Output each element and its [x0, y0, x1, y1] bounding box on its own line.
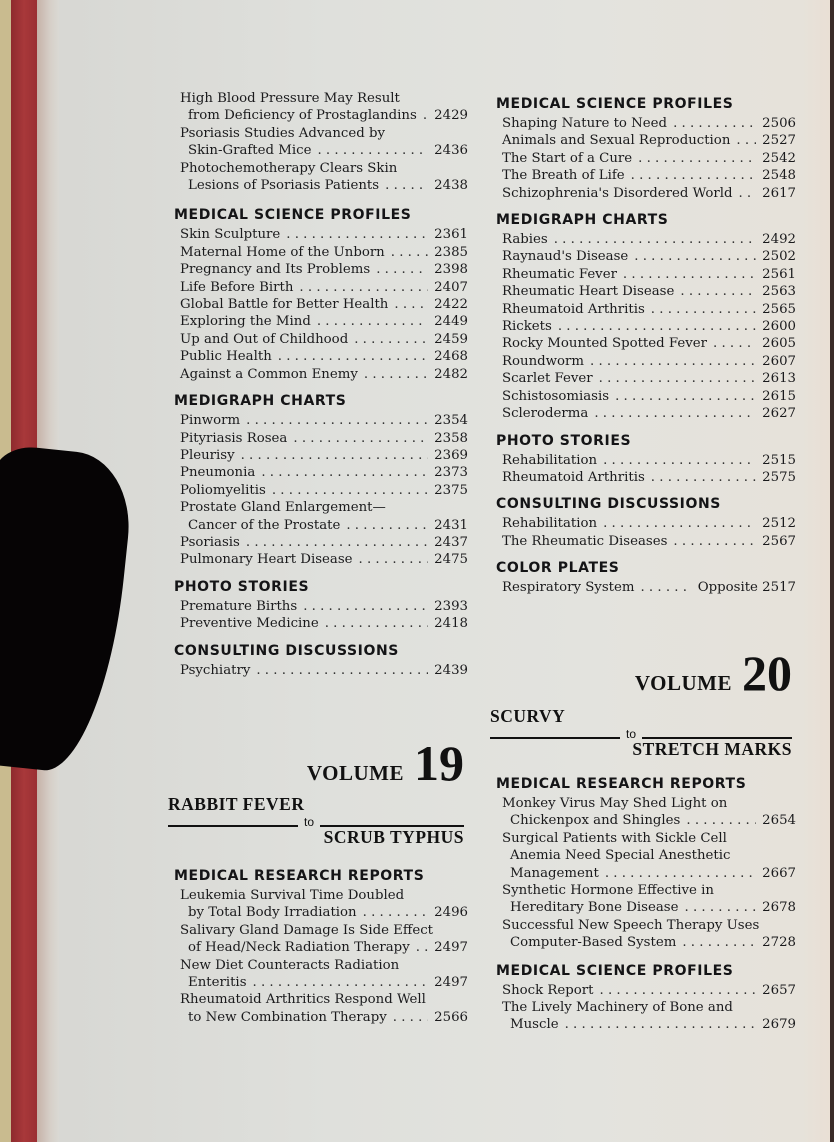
entry-title: Lesions of Psoriasis Patients — [188, 178, 380, 194]
index-entry — [502, 185, 796, 202]
section-entries — [168, 412, 468, 569]
dot-leader — [359, 551, 429, 568]
dot-leader — [605, 865, 756, 882]
index-entry — [502, 370, 796, 387]
dot-leader — [376, 261, 428, 278]
index-entry — [502, 515, 796, 532]
section-heading: MEDICAL SCIENCE PROFILES — [174, 207, 412, 224]
dot-leader — [363, 904, 429, 921]
entry-title: Pulmonary Heart Disease — [180, 552, 353, 568]
volume-number: 19 — [414, 735, 464, 791]
page-number: 2373 — [434, 465, 468, 481]
entry-title: Pleurisy — [180, 447, 235, 463]
index-entry — [180, 261, 468, 278]
entry-title: Monkey Virus May Shed Light on — [502, 796, 728, 811]
dot-leader — [394, 296, 428, 313]
dot-leader — [623, 266, 756, 283]
entry-title: Anemia Need Special Anesthetic — [510, 848, 731, 864]
entry-title: Psoriasis — [180, 534, 240, 550]
page-number: 2398 — [434, 262, 468, 278]
entry-title: Hereditary Bone Disease — [510, 900, 679, 916]
dot-leader — [293, 430, 428, 447]
entry-title: by Total Body Irradiation — [188, 905, 357, 921]
dot-leader — [423, 107, 428, 124]
page-number: 2468 — [434, 349, 468, 365]
volume-label: VOLUME — [306, 761, 404, 785]
entry-title: Schizophrenia's Disordered World — [502, 185, 733, 201]
index-entry — [180, 991, 468, 1026]
entry-title: Rehabilitation — [502, 516, 598, 532]
section-entries — [490, 231, 796, 422]
index-entry — [180, 499, 468, 534]
dot-leader — [651, 301, 756, 318]
index-entry — [180, 313, 468, 330]
entry-title: Rocky Mounted Spotted Fever — [502, 336, 707, 352]
dot-leader — [416, 939, 428, 956]
page-number: 2393 — [434, 598, 468, 614]
dot-leader — [713, 335, 756, 352]
entry-title: Respiratory System — [502, 580, 635, 596]
page-number: 2728 — [762, 935, 796, 951]
divider-rule — [168, 825, 298, 827]
index-entry — [180, 366, 468, 383]
index-entry — [180, 482, 468, 499]
dot-leader — [651, 469, 756, 486]
dot-leader — [554, 231, 756, 248]
entry-title: Cancer of the Prostate — [188, 517, 341, 533]
page-number: 2512 — [762, 516, 796, 532]
index-entry — [180, 464, 468, 481]
index-entry — [502, 982, 796, 999]
entry-title: Surgical Patients with Sickle Cell — [502, 830, 727, 846]
page-number: 2565 — [762, 301, 796, 317]
index-entry — [502, 150, 796, 167]
page-number: 2615 — [762, 388, 796, 404]
index-entry — [180, 430, 468, 447]
index-entry — [180, 348, 468, 365]
volume-20-sections — [490, 775, 796, 1034]
entry-title: Rabies — [502, 232, 548, 248]
index-entry — [180, 447, 468, 464]
dot-leader — [253, 974, 429, 991]
page-number: 2418 — [434, 616, 468, 632]
page-number: 2667 — [762, 865, 796, 881]
index-entry — [180, 331, 468, 348]
dot-leader — [299, 279, 428, 296]
page-number: 2575 — [762, 469, 796, 485]
index-entry — [180, 887, 468, 922]
dot-leader — [354, 331, 428, 348]
entry-title: Shaping Nature to Need — [502, 116, 668, 131]
section-entries — [168, 226, 468, 383]
dot-leader — [603, 452, 756, 469]
entry-title: Pinworm — [180, 413, 241, 429]
dot-leader — [393, 1009, 428, 1026]
entry-title: Life Before Birth — [180, 279, 294, 295]
dot-leader — [286, 226, 428, 243]
section-entries — [490, 579, 796, 596]
section-heading: MEDICAL SCIENCE PROFILES — [496, 96, 734, 112]
index-entry — [502, 318, 796, 335]
page-number: 2563 — [762, 284, 796, 300]
page-number: 2475 — [434, 552, 468, 568]
entry-title: Against a Common Enemy — [180, 366, 358, 382]
index-entry — [502, 830, 796, 882]
page-number: 2407 — [434, 279, 468, 295]
page-number: 2438 — [434, 178, 468, 194]
volume-19-sections — [168, 867, 468, 1026]
entry-title: Skin-Grafted Mice — [188, 143, 312, 159]
index-entry — [180, 534, 468, 551]
right-column — [490, 95, 796, 597]
index-entry — [502, 115, 796, 132]
dot-leader — [634, 248, 756, 265]
page-number: 2482 — [434, 366, 468, 382]
page-number: 2369 — [434, 447, 468, 463]
volume-20-header — [490, 645, 792, 760]
volume-19-header — [168, 735, 464, 848]
entry-title: Scarlet Fever — [502, 371, 593, 387]
page-number: 2422 — [434, 297, 468, 313]
section-heading: MEDIGRAPH CHARTS — [174, 393, 347, 410]
dot-leader — [261, 464, 428, 481]
page-number: 2459 — [434, 331, 468, 347]
section-heading: PHOTO STORIES — [496, 432, 632, 449]
page-number: 2358 — [434, 430, 468, 446]
dot-leader — [346, 517, 428, 534]
page-right-edge — [830, 0, 834, 1142]
entry-title: Up and Out of Childhood — [180, 331, 349, 347]
page-number: 2605 — [762, 336, 796, 352]
volume-range-to: STRETCH MARKS — [632, 739, 792, 759]
page-number: 2654 — [762, 813, 796, 829]
index-entry — [502, 917, 796, 952]
index-entry — [180, 412, 468, 429]
dot-leader — [590, 353, 756, 370]
entry-title: Prostate Gland Enlargement— — [180, 500, 386, 516]
dot-leader — [565, 1016, 757, 1033]
entry-title: Poliomyelitis — [180, 482, 266, 498]
index-entry — [180, 296, 468, 313]
dot-leader — [246, 534, 428, 551]
entry-title: of Head/Neck Radiation Therapy — [188, 940, 410, 956]
volume-number: 20 — [742, 645, 792, 701]
index-entry — [502, 283, 796, 300]
section-heading: CONSULTING DISCUSSIONS — [496, 496, 721, 513]
index-entry — [180, 922, 468, 957]
page-number: 2449 — [434, 314, 468, 330]
index-entry — [502, 882, 796, 917]
page-number: 2566 — [434, 1009, 468, 1025]
entry-title: Successful New Speech Therapy Uses — [502, 917, 760, 933]
entry-title: Maternal Home of the Unborn — [180, 244, 385, 260]
page-number: 2502 — [762, 249, 796, 265]
page-number: 2561 — [762, 266, 796, 282]
continued-research-reports — [168, 90, 468, 194]
section-heading: COLOR PLATES — [496, 560, 620, 577]
dot-leader — [303, 598, 428, 615]
index-entry — [180, 957, 468, 992]
entry-title: Leukemia Survival Time Doubled — [180, 888, 405, 903]
page-number: 2548 — [762, 168, 796, 184]
page-number: 2678 — [762, 900, 796, 916]
index-entry — [180, 662, 468, 679]
index-entry — [180, 125, 468, 160]
index-entry — [180, 244, 468, 261]
page-number: 2607 — [762, 353, 796, 369]
index-entry — [180, 598, 468, 615]
entry-title: from Deficiency of Prostaglandins — [188, 108, 417, 124]
index-entry — [502, 167, 796, 184]
entry-title: Shock Report — [502, 982, 594, 998]
section-heading: MEDICAL RESEARCH REPORTS — [174, 868, 425, 884]
entry-title: Roundworm — [502, 353, 585, 369]
entry-title: Rheumatic Heart Disease — [502, 284, 675, 300]
index-entry — [502, 999, 796, 1034]
entry-title: Salivary Gland Damage Is Side Effect — [180, 922, 433, 938]
index-entry — [502, 533, 796, 550]
dot-leader — [391, 244, 428, 261]
page-number: 2542 — [762, 150, 796, 166]
index-entry — [180, 90, 468, 125]
entry-title: Rheumatic Fever — [502, 266, 617, 282]
entry-title: Pityriasis Rosea — [180, 430, 288, 446]
section-entries — [490, 115, 796, 202]
dot-leader — [673, 115, 756, 132]
page-number: 2613 — [762, 371, 796, 387]
dot-leader — [631, 167, 757, 184]
page-number: 2567 — [762, 533, 796, 549]
page-number: 2617 — [762, 185, 796, 201]
entry-title: New Diet Counteracts Radiation — [180, 957, 400, 973]
dot-leader — [278, 348, 428, 365]
dot-leader — [603, 515, 756, 532]
section-heading: PHOTO STORIES — [174, 578, 310, 595]
entry-title: Global Battle for Better Health — [180, 297, 389, 313]
page-number: 2506 — [762, 116, 796, 131]
entry-title: Preventive Medicine — [180, 616, 319, 632]
divider-rule — [490, 737, 620, 739]
entry-title: Computer-Based System — [510, 935, 677, 951]
dot-leader — [673, 533, 756, 550]
index-entry — [502, 405, 796, 422]
page-number: 2439 — [434, 662, 468, 678]
entry-title: Management — [510, 865, 599, 881]
entry-title: Skin Sculpture — [180, 227, 281, 243]
volume-label: VOLUME — [634, 671, 732, 695]
page-number: 2657 — [762, 982, 796, 998]
index-entry — [502, 353, 796, 370]
dot-leader — [686, 812, 756, 829]
page-number: 2627 — [762, 406, 796, 422]
entry-title: Synthetic Hormone Effective in — [502, 883, 714, 899]
entry-title: Muscle — [510, 1017, 559, 1033]
page-number: 2437 — [434, 534, 468, 550]
dot-leader — [640, 579, 691, 596]
index-entry — [180, 160, 468, 195]
dot-leader — [364, 366, 428, 383]
dot-leader — [738, 185, 756, 202]
entry-title: The Start of a Cure — [502, 150, 633, 166]
dot-leader — [317, 142, 428, 159]
entry-title: to New Combination Therapy — [188, 1009, 387, 1025]
entry-title: Pregnancy and Its Problems — [180, 262, 371, 278]
page-number: 2492 — [762, 232, 796, 248]
page-number: 2361 — [434, 227, 468, 243]
volume-range-to: SCRUB TYPHUS — [323, 827, 464, 847]
section-heading: CONSULTING DISCUSSIONS — [174, 642, 399, 659]
volume-range-divider: to — [490, 731, 792, 745]
page-number: 2431 — [434, 517, 468, 533]
entry-title: Public Health — [180, 349, 272, 365]
entry-title: Premature Births — [180, 598, 298, 614]
section-entries — [168, 598, 468, 633]
entry-title: Rheumatoid Arthritis — [502, 469, 645, 485]
dot-leader — [615, 388, 756, 405]
left-column — [168, 90, 468, 679]
entry-title: Rheumatoid Arthritis — [502, 301, 645, 317]
dot-leader — [684, 899, 756, 916]
section-heading: MEDICAL RESEARCH REPORTS — [496, 776, 747, 792]
page-number: 2527 — [762, 133, 796, 149]
dot-leader — [599, 370, 757, 387]
dot-leader — [638, 150, 756, 167]
index-entry — [502, 469, 796, 486]
entry-title: The Breath of Life — [502, 168, 625, 184]
entry-title: Photochemotherapy Clears Skin — [180, 160, 398, 176]
volume-range-from: SCURVY — [490, 706, 566, 726]
entry-title: Rehabilitation — [502, 452, 598, 468]
page-number: 2496 — [434, 905, 468, 921]
index-entry — [502, 452, 796, 469]
entry-title: Scleroderma — [502, 406, 589, 422]
dot-leader — [682, 934, 756, 951]
section-heading: MEDIGRAPH CHARTS — [496, 212, 669, 229]
page-number: 2515 — [762, 452, 796, 468]
page-number: 2679 — [762, 1017, 796, 1033]
entry-title: Enteritis — [188, 975, 247, 991]
page-number: 2354 — [434, 413, 468, 429]
entry-title: Rheumatoid Arthritics Respond Well — [180, 992, 426, 1008]
index-entry — [502, 231, 796, 248]
dot-leader — [246, 412, 428, 429]
entry-title: High Blood Pressure May Result — [180, 91, 400, 106]
entry-title: Raynaud's Disease — [502, 249, 629, 265]
dot-leader — [272, 482, 428, 499]
volume-range-divider: to — [168, 819, 464, 833]
page-number: 2497 — [434, 975, 468, 991]
page-number: 2600 — [762, 319, 796, 335]
dot-leader — [736, 132, 756, 149]
dot-leader — [680, 283, 756, 300]
page-number: 2436 — [434, 143, 468, 159]
section-heading: MEDICAL SCIENCE PROFILES — [496, 962, 734, 979]
entry-title: Pneumonia — [180, 465, 256, 481]
index-entry — [502, 132, 796, 149]
dot-leader — [558, 318, 756, 335]
entry-title: Chickenpox and Shingles — [510, 813, 681, 829]
page-number: 2429 — [434, 108, 468, 124]
page-number: 2497 — [434, 940, 468, 956]
entry-title: Rickets — [502, 319, 552, 335]
index-entry — [502, 579, 796, 596]
index-entry — [180, 226, 468, 243]
index-entry — [502, 795, 796, 830]
index-entry — [180, 279, 468, 296]
index-entry — [180, 615, 468, 632]
entry-title: Psychiatry — [180, 662, 251, 678]
dot-leader — [600, 982, 757, 999]
entry-title: Schistosomiasis — [502, 388, 610, 404]
index-entry — [502, 301, 796, 318]
section-entries — [490, 515, 796, 550]
dot-leader — [256, 662, 428, 679]
section-entries — [168, 662, 468, 679]
entry-title: The Rheumatic Diseases — [502, 533, 668, 549]
index-entry — [502, 248, 796, 265]
index-entry — [502, 266, 796, 283]
index-entry — [502, 388, 796, 405]
dot-leader — [594, 405, 756, 422]
entry-title: Psoriasis Studies Advanced by — [180, 125, 385, 141]
index-entry — [502, 335, 796, 352]
volume-range-from: RABBIT FEVER — [168, 794, 305, 814]
entry-title: Exploring the Mind — [180, 314, 311, 330]
thumb-silhouette — [0, 444, 136, 777]
dot-leader — [317, 313, 428, 330]
entry-title: The Lively Machinery of Bone and — [502, 1000, 733, 1016]
page-number: 2375 — [434, 482, 468, 498]
page-number: Opposite 2517 — [697, 580, 796, 596]
dot-leader — [385, 177, 428, 194]
page-number: 2385 — [434, 244, 468, 260]
index-entry — [180, 551, 468, 568]
dot-leader — [325, 615, 428, 632]
entry-title: Animals and Sexual Reproduction — [502, 133, 731, 149]
dot-leader — [241, 447, 429, 464]
section-entries — [490, 452, 796, 487]
